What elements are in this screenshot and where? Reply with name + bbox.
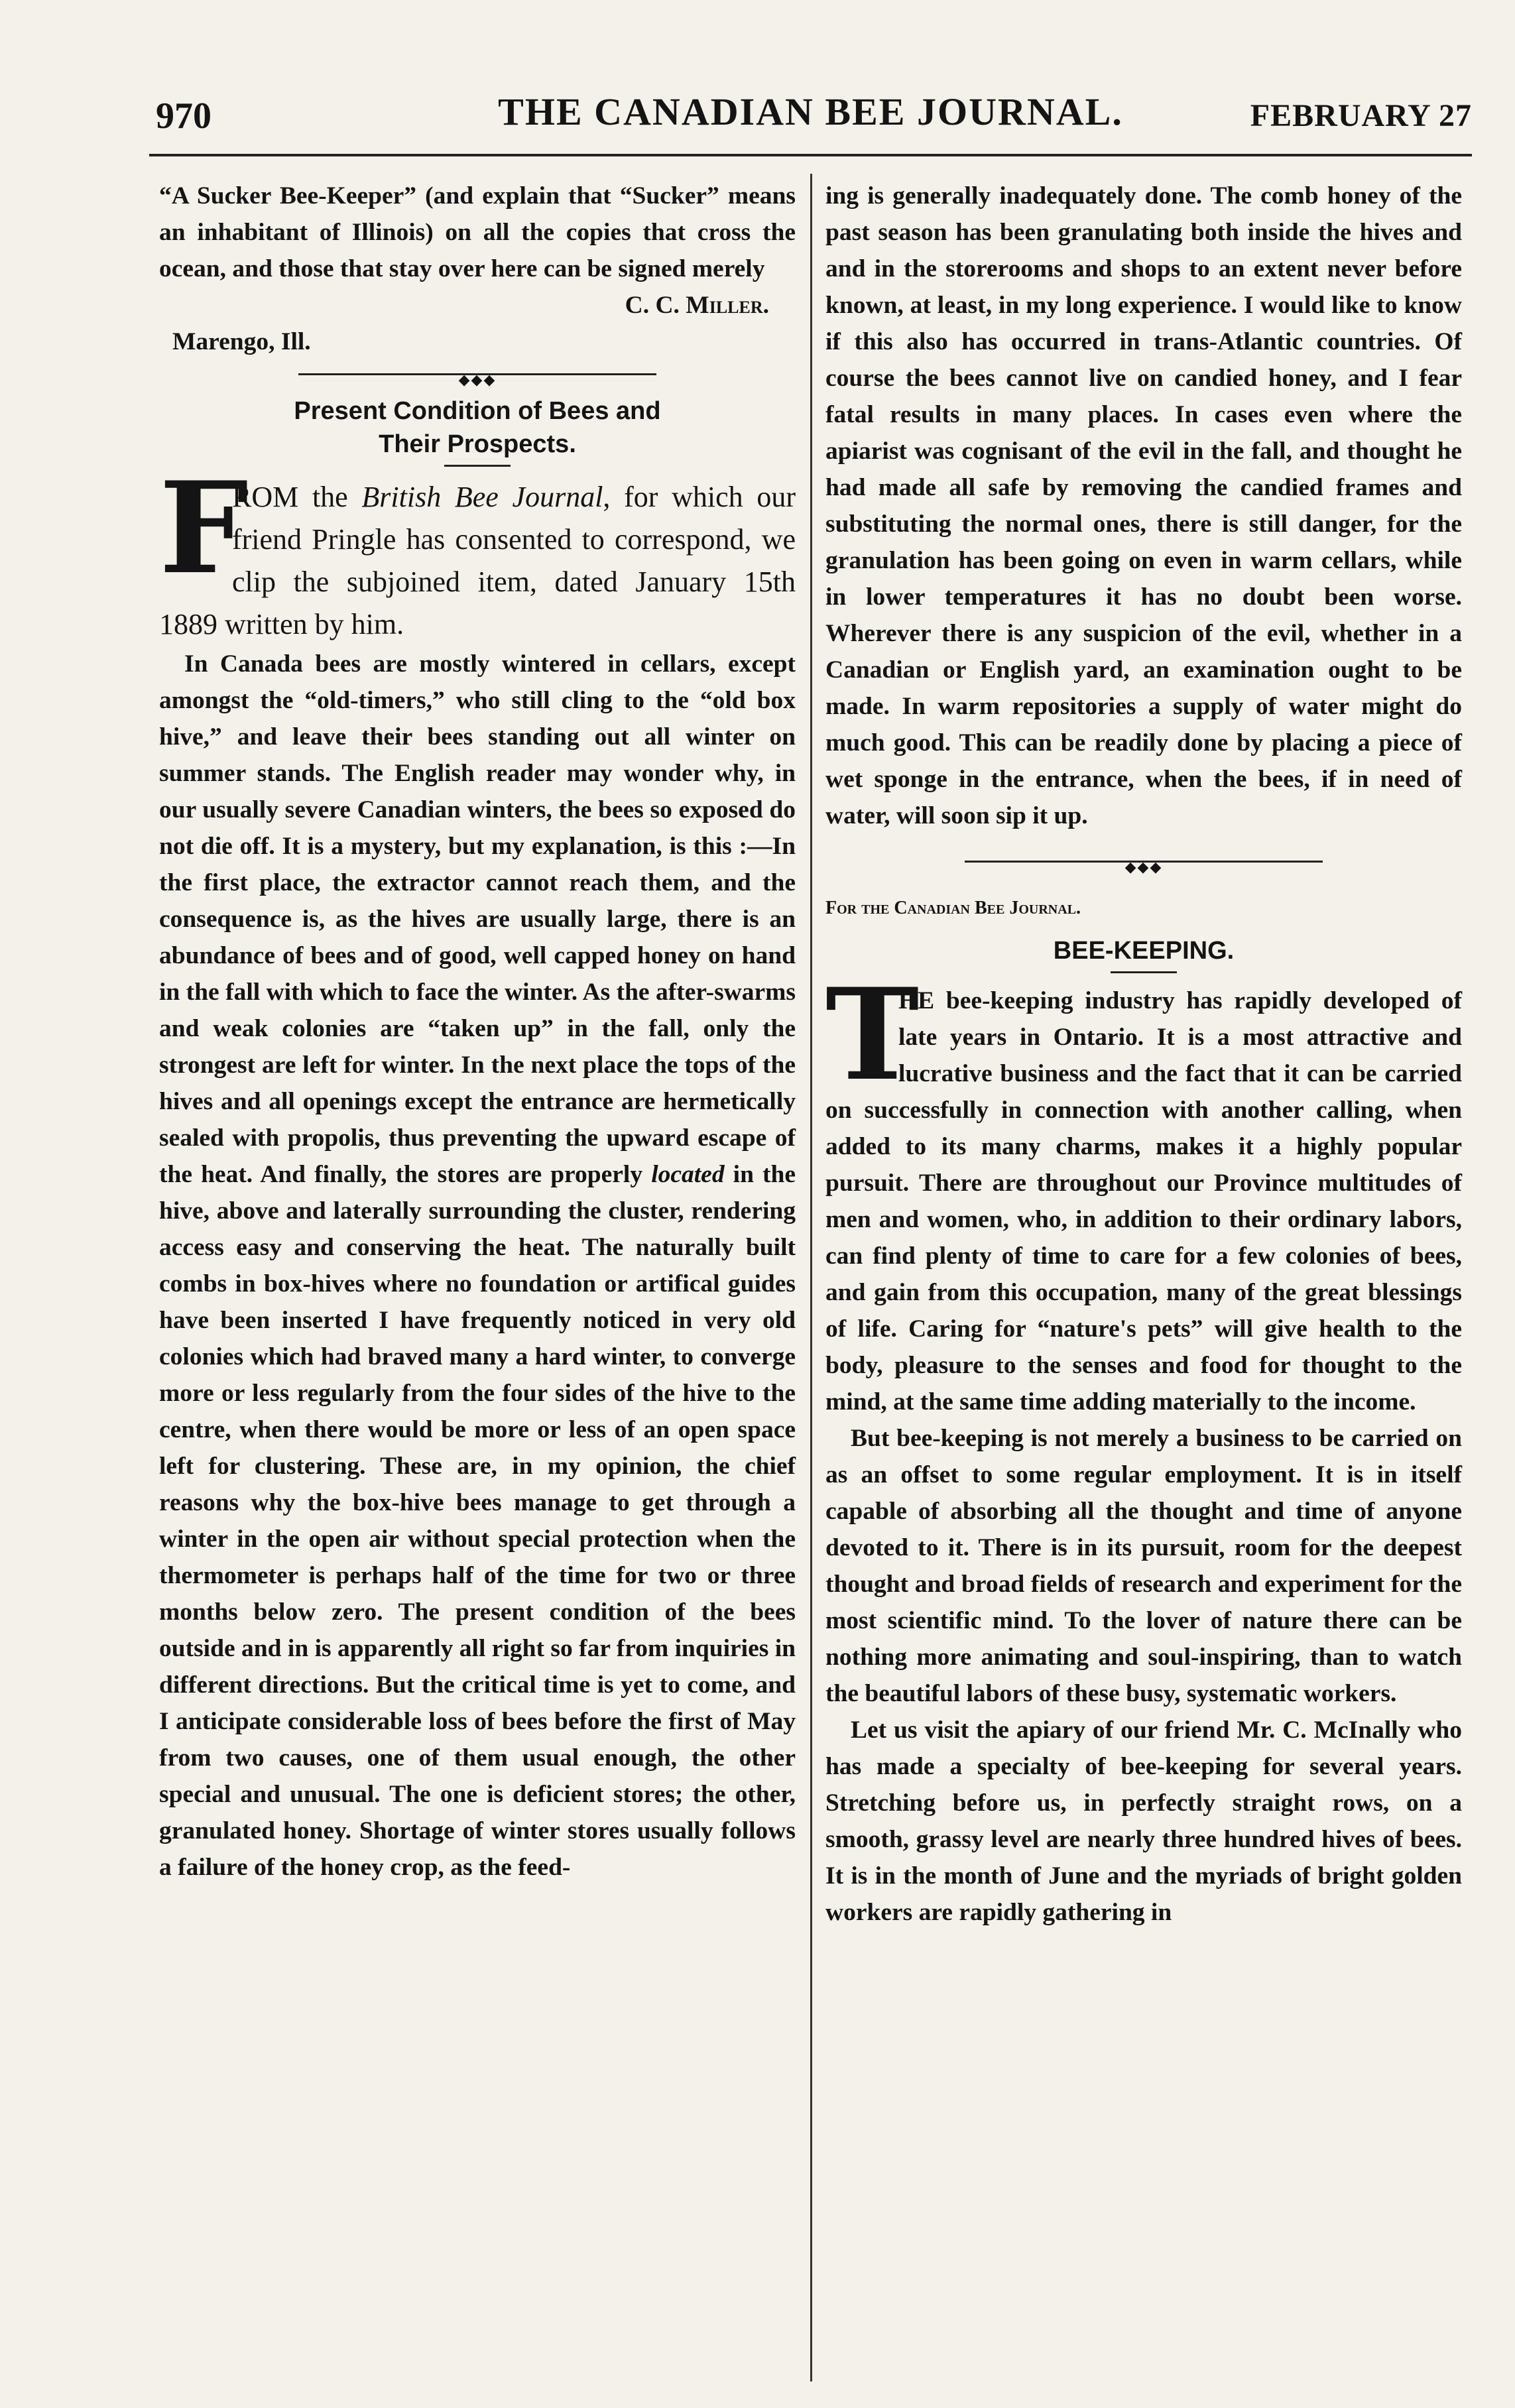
intro-text: ROM the	[232, 481, 348, 513]
publication-name: British Bee Journal	[361, 481, 603, 513]
article-title: BEE-KEEPING.	[1053, 937, 1235, 965]
paragraph	[159, 646, 796, 1886]
header-rule	[149, 154, 1472, 156]
right-column	[825, 178, 1462, 1931]
intro-paragraph	[159, 454, 796, 646]
drop-cap: T	[825, 961, 920, 1109]
article-title-line: Present Condition of Bees and	[294, 397, 661, 425]
page-header	[149, 90, 1472, 149]
paragraph-text: In Canada bees are mostly wintered in cellars, except amongst the “old-timers,” who still cling to the “old box hive,” and leave their bees standing out all winter on summer stands. The English reader may wonder why, in our usually severe Canadian winters, the bees so exposed do not die off. It is a mystery, but my explanation, is this :—In the first place, the extractor cannot reach them, and the consequence is, as the hives are usually large, there is an abundance of bees and of good, well capped honey on hand in the fall with which to face the winter. As the after-swarms and weak colonies are “taken up” in the fall, only the strongest are left for winter. In the next place the tops of the hives and all openings except the entrance are hermetically sealed with propolis, thus preventing the upward escape of the heat. And finally, the stores are properly	[159, 650, 796, 1188]
paragraph: Let us visit the apiary of our friend Mr. C. McInally who has made a specialty of bee-keeping for several years. Stretching before us, in perfectly straight rows, on a smooth, grassy level are nearly three hundred hives of bees. It is in the month of June and the myriads of bright golden workers are rapidly gathering in	[825, 1716, 1462, 1926]
title-rule	[444, 465, 511, 467]
paragraph	[825, 961, 1462, 1420]
issue-date: FEBRUARY 27	[1250, 98, 1472, 133]
intro-text: , for which our friend Pringle has consented to correspond, we clip the subjoined item, dated January 15th 1889 written by him.	[159, 481, 796, 640]
column-divider	[810, 174, 812, 2381]
italic-word: located	[651, 1161, 725, 1188]
article-title-line: Their Prospects.	[379, 430, 576, 458]
paragraph: “A Sucker Bee-Keeper” (and explain that “Sucker” means an inhabitant of Illinois) on all the copies that cross the ocean, and those that stay over here can be signed merely	[159, 182, 796, 282]
paragraph: ing is generally inadequately done. The comb honey of the past season has been granulating both inside the hives and and in the storerooms and shops to an extent never before known, at least, in my long experience. I would like to know if this also has occurred in trans-Atlantic countries. Of course the bees cannot live on candied honey, and I fear fatal results in many places. In cases even where the apiarist was cognisant of the evil in the fall, and thought he had made all safe by removing the candied frames and substituting the normal ones, there is still danger, for the granulation has been going on even in warm cellars, while in lower temperatures it has no doubt been worse. Wherever there is any suspicion of the evil, whether in a Canadian or English yard, an examination ought to be made. In warm repositories a supply of water might do much good. This can be readily done by placing a piece of wet sponge in the entrance, when the bees, if in need of water, will soon sip it up.	[825, 182, 1462, 829]
place-line: Marengo, Ill.	[172, 328, 311, 355]
drop-cap: F	[159, 454, 249, 602]
page-number: 970	[156, 95, 212, 137]
paragraph-text: HE bee-keeping industry has rapidly developed of late years in Ontario. It is a most attractive and lucrative business and the fact that it can be carried on successfully in connection with another calling, when added to its many charms, makes it a highly popular pursuit. There are throughout our Province multitudes of men and women, who, in addition to their ordinary labors, can find plenty of time to care for a few colonies of bees, and gain from this occupation, many of the great blessings of life. Caring for “nature's pets” will give health to the body, pleasure to the senses and food for thought to the mind, at the same time adding materially to the income.	[825, 987, 1462, 1415]
left-column	[159, 178, 796, 1886]
signature: C. C. Miller.	[625, 292, 769, 319]
ornament-divider	[159, 360, 796, 387]
source-line: For the Canadian Bee Journal.	[825, 898, 1081, 918]
paragraph-text: in the hive, above and laterally surrounding the cluster, rendering access easy and conserving the heat. The naturally built combs in box-hives where no foundation or artifical guides have been inserted I have frequently noticed in very old colonies which had braved many a hard winter, to converge more or less regularly from the four sides of the hive to the centre, when there would be more or less of an open space left for clustering. These are, in my opinion, the chief reasons why the box-hive bees manage to get through a winter in the open air without special protection when the thermometer is perhaps half of the time for two or three months below zero. The present condition of the bees outside and in is apparently all right so far from inquiries in different directions. But the critical time is yet to come, and I anticipate considerable loss of bees before the first of May from two causes, one of them usual enough, the other special and unusual. The one is deficient stores; the other, granulated honey. Shortage of winter stores usually follows a failure of the honey crop, as the feed-	[159, 1161, 796, 1881]
ornament-divider	[825, 847, 1462, 874]
journal-title: THE CANADIAN BEE JOURNAL.	[498, 90, 1123, 133]
article-title	[159, 394, 796, 461]
title-rule	[1111, 971, 1177, 973]
paragraph: But bee-keeping is not merely a business to be carried on as an offset to some regular employment. It is in itself capable of absorbing all the thought and time of anyone devoted to it. There is in its pursuit, room for the deepest thought and broad fields of research and experiment for the most scientific mind. To the lover of nature there can be nothing more animating and soul-inspiring, than to watch the beautiful labors of these busy, systematic workers.	[825, 1425, 1462, 1707]
